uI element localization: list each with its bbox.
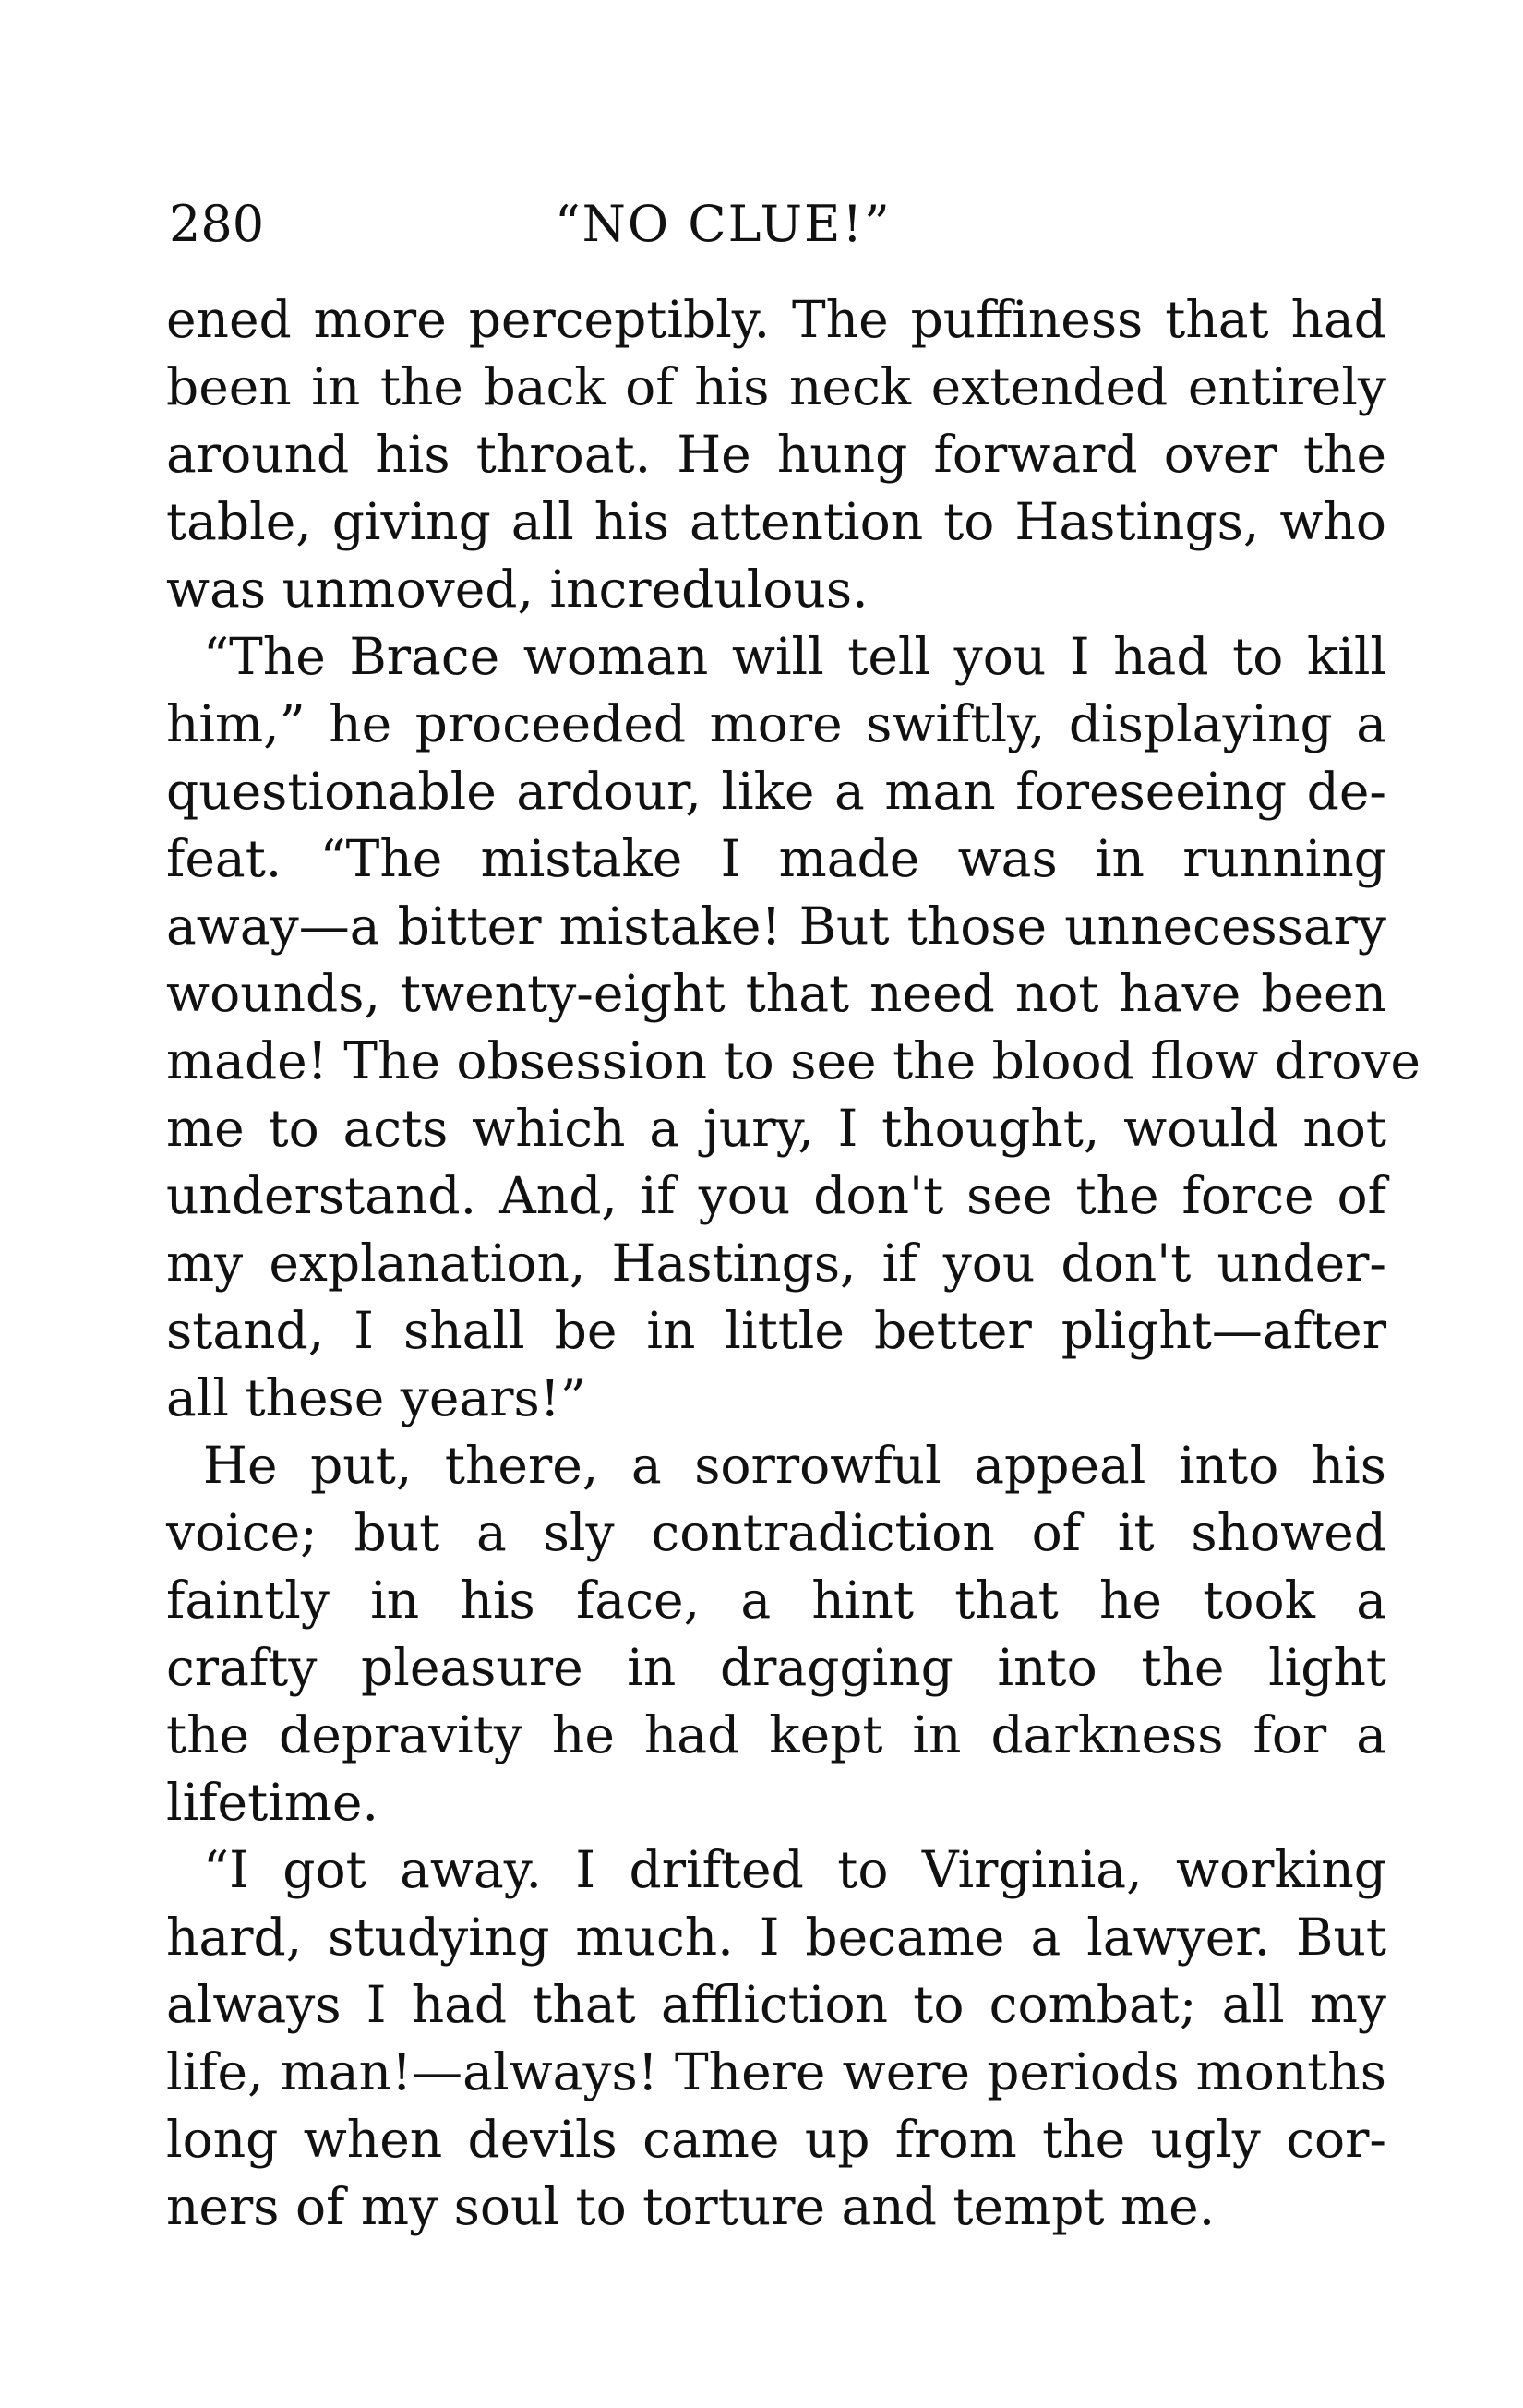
text-line: my explanation, Hastings, if you don't under- [166, 1234, 1386, 1293]
text-line: made! The obsession to see the blood flow drove [166, 1031, 1421, 1090]
text-line: long when devils came up from the ugly cor- [166, 2110, 1386, 2169]
text-line: life, man!—always! There were periods months [166, 2042, 1386, 2101]
text-line: lifetime. [166, 1773, 378, 1832]
text-line: “The Brace woman will tell you I had to kill [203, 627, 1386, 686]
body-text [166, 286, 1421, 2241]
text-line: questionable ardour, like a man foreseeing de- [166, 762, 1386, 821]
page-number: 280 [169, 195, 265, 253]
running-head [169, 192, 1387, 257]
text-line: understand. And, if you don't see the force of [166, 1166, 1386, 1225]
text-line: was unmoved, incredulous. [166, 560, 869, 619]
text-line: voice; but a sly contradiction of it showed [166, 1503, 1386, 1562]
text-line: feat. “The mistake I made was in running [166, 829, 1386, 888]
text-line: He put, there, a sorrowful appeal into his [203, 1436, 1386, 1495]
text-line: the depravity he had kept in darkness for a [166, 1705, 1386, 1764]
text-line: always I had that affliction to combat; all my [166, 1975, 1386, 2034]
text-line: “I got away. I drifted to Virginia, working [203, 1840, 1386, 1899]
text-line: been in the back of his neck extended entirely [166, 357, 1386, 416]
text-line: faintly in his face, a hint that he took a [166, 1571, 1386, 1630]
text-line: hard, studying much. I became a lawyer. But [166, 1908, 1386, 1967]
text-line: all these years!” [166, 1368, 586, 1427]
running-title: “NO CLUE!” [555, 195, 892, 253]
text-line: him,” he proceeded more swiftly, displaying a [166, 694, 1386, 753]
text-line: ners of my soul to torture and tempt me. [166, 2177, 1216, 2236]
text-line: stand, I shall be in little better plight—after [166, 1301, 1386, 1360]
text-line: ened more perceptibly. The puffiness that had [166, 290, 1386, 349]
text-line: away—a bitter mistake! But those unnecessary [166, 897, 1386, 956]
text-line: crafty pleasure in dragging into the light [166, 1638, 1386, 1697]
text-line: around his throat. He hung forward over the [166, 425, 1386, 484]
text-line: wounds, twenty-eight that need not have been [166, 964, 1386, 1023]
text-line: me to acts which a jury, I thought, would not [166, 1099, 1386, 1158]
text-line: table, giving all his attention to Hastings, who [166, 492, 1386, 551]
